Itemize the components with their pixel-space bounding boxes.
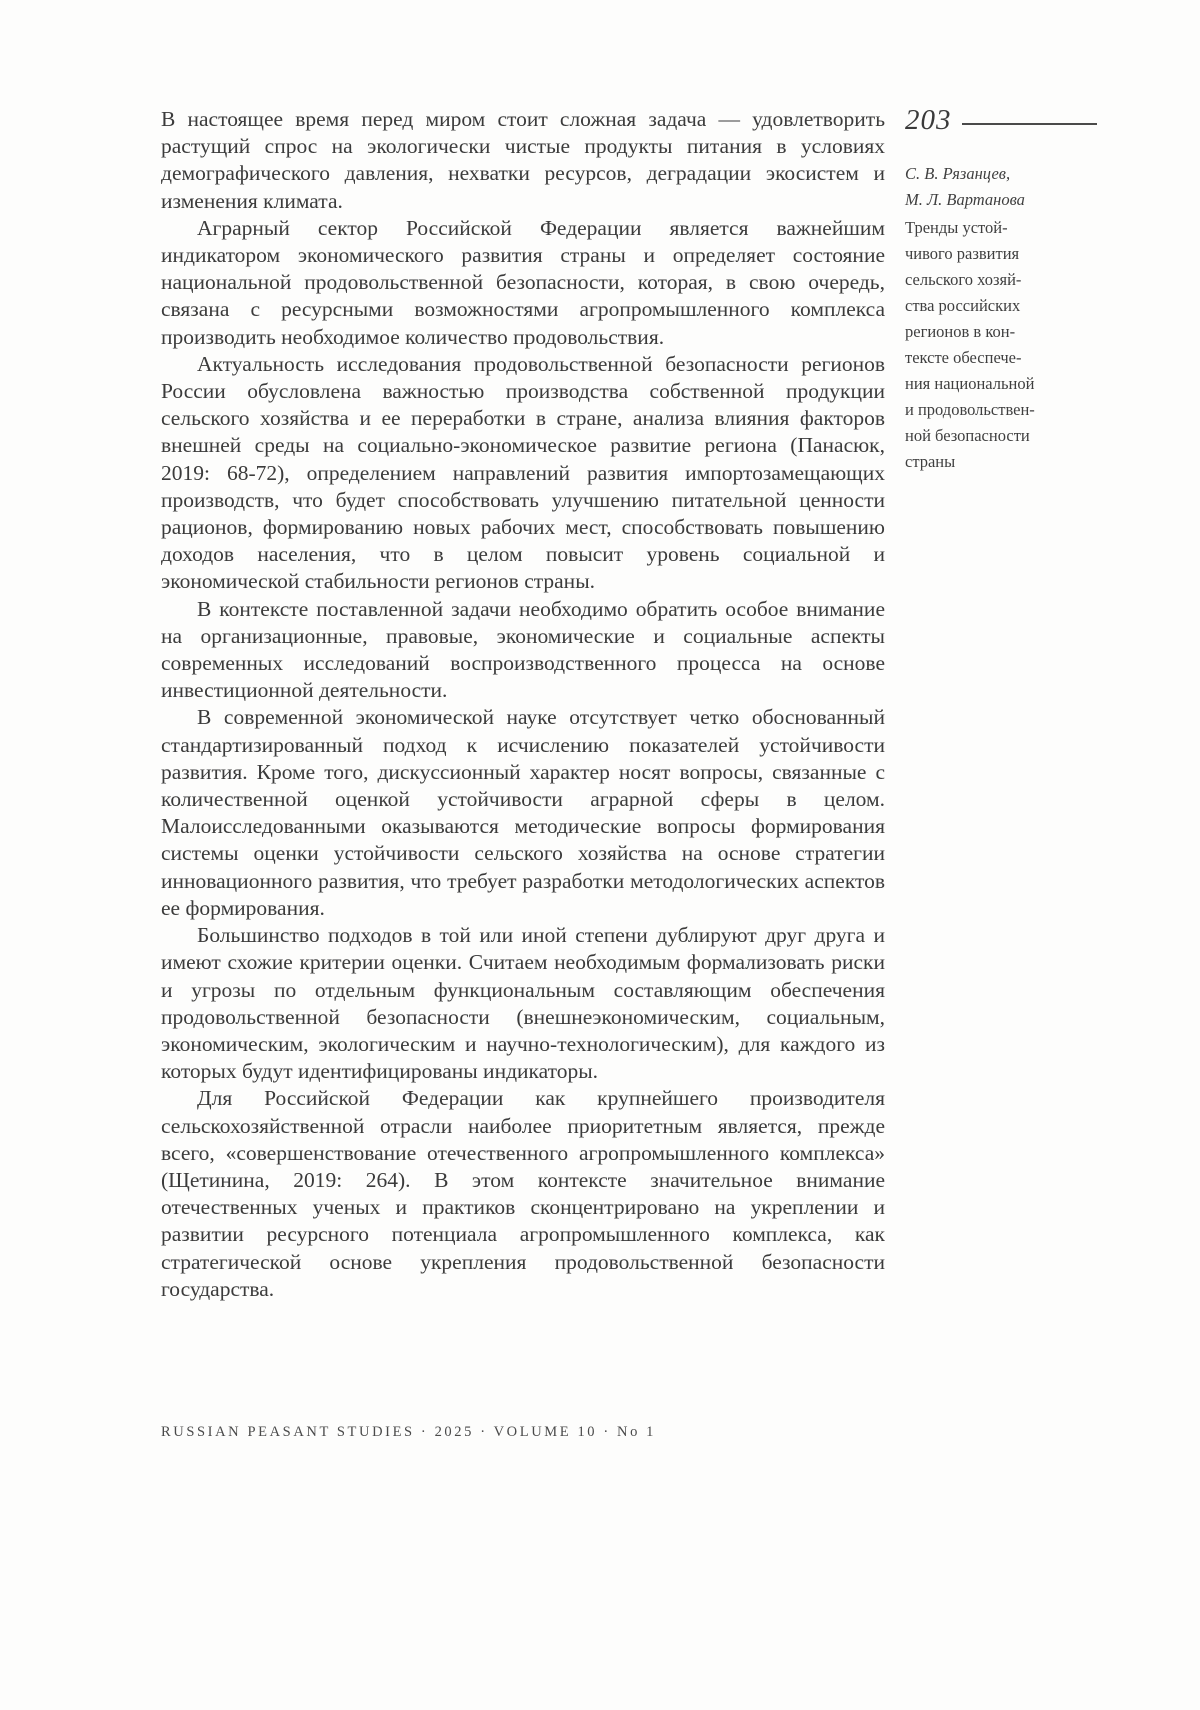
paragraph: Для Российской Федерации как крупнейшего производителя сельскохозяйственной отрасли наиболее приоритетным является, прежде всего, «совершенствование отечественного агропромышленного комплекса» (Щетинина, 2019: 264). В этом контексте значительное внимание отечественных ученых и практиков сконцентрировано на укреплении и развитии ресурсного потенциала агропромышленного комплекса, как стратегической основе укрепления продовольственной безопасности государства. xyxy=(161,1086,885,1301)
paragraph: В настоящее время перед миром стоит сложная задача — удовлетворить растущий спрос на экологически чистые продукты питания в условиях демографического давления, нехватки ресурсов, деградации экосистем и изменения климата. xyxy=(161,107,885,213)
paragraph: Аграрный сектор Российской Федерации является важнейшим индикатором экономического развития страны и определяет состояние национальной продовольственной безопасности, которая, в свою очередь, связана с ресурсными возможностями агропромышленного комплекса производить необходимое количество продовольствия. xyxy=(161,215,885,349)
header-rule xyxy=(962,123,1098,125)
journal-footer xyxy=(161,1424,656,1441)
paragraph: Актуальность исследования продовольственной безопасности регионов России обусловлена важностью производства собственной продукции сельского хозяйства и ее переработки в стране, анализа влияния факторов внешней среды на социально-экономическое развитие региона (Панасюк, 2019: 68-72), определением направлений развития импортозамещающих производств, что будет способствовать улучшению питательной ценности рационов, формированию новых рабочих мест, способствовать повышению доходов населения, что в целом повысит уровень социальной и экономической стабильности регионов страны. xyxy=(161,351,885,594)
footer-text: RUSSIAN PEASANT STUDIES · 2025 · VOLUME 10 · No 1 xyxy=(161,1424,657,1440)
running-title: Тренды устой- чивого развития сельского хозяй- ства российских регионов в кон- тексте обеспече- ния национальной и продовольствен- ной безопасности страны xyxy=(905,218,1035,471)
article-body xyxy=(161,106,885,1303)
paragraph: В современной экономической науке отсутствует четко обоснованный стандартизированный подход к исчислению показателей устойчивости развития. Кроме того, дискуссионный характер носят вопросы, связанные с количественной оценкой устойчивости аграрной сферы в целом. Малоисследованными оказываются методические вопросы формирования системы оценки устойчивости сельского хозяйства на основе стратегии инновационного развития, что требует разработки методологических аспектов ее формирования. xyxy=(161,705,885,920)
margin-column xyxy=(905,104,1097,475)
running-authors: С. В. Рязанцев, М. Л. Вартанова xyxy=(905,164,1025,209)
paragraph: Большинство подходов в той или иной степени дублируют друг друга и имеют схожие критерии оценки. Считаем необходимым формализовать риски и угрозы по отдельным функциональным составляющим обеспечения продовольственной безопасности (внешнеэкономическим, социальным, экономическим, экологическим и научно-технологическим), для каждого из которых будут идентифицированы индикаторы. xyxy=(161,923,885,1084)
page-number: 203 xyxy=(905,104,952,136)
paragraph: В контексте поставленной задачи необходимо обратить особое внимание на организационные, правовые, экономические и социальные аспекты современных исследований воспроизводственного процесса на основе инвестиционной деятельности. xyxy=(161,596,885,703)
page-header xyxy=(905,104,1097,137)
